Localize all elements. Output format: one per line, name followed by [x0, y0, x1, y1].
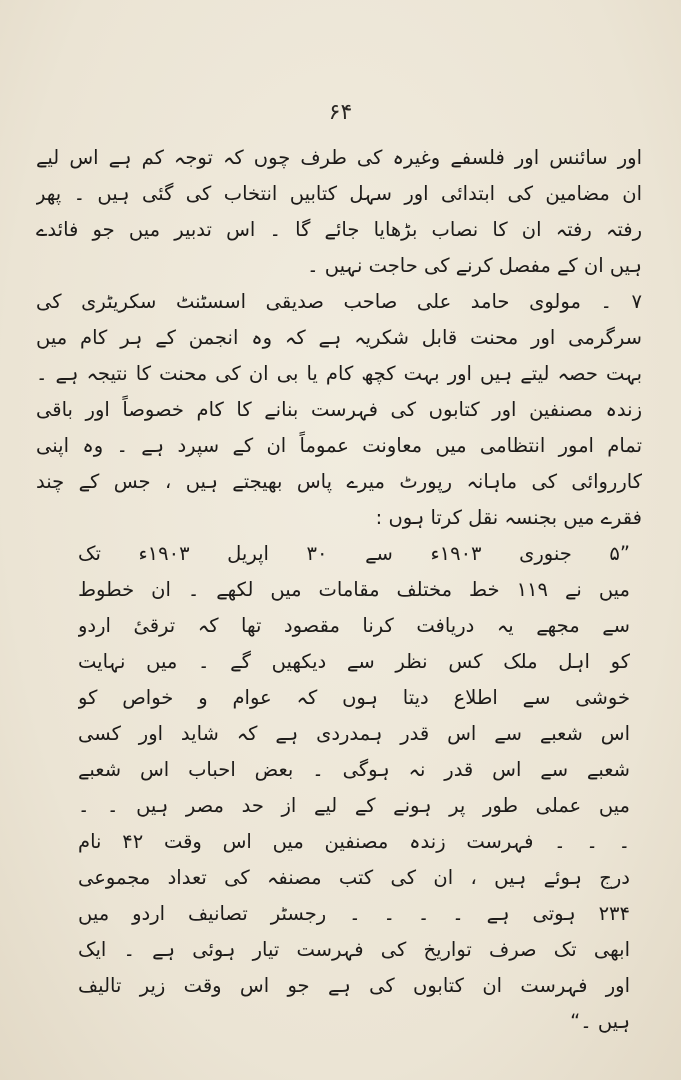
text-line: سرگرمی اور محنت قابل شکریہ ہے کہ وہ انجمن کے ہر کام میں: [36, 326, 642, 349]
paragraph-science-books: [36, 140, 642, 284]
quote-line: ۲۳۴ ہوتی ہے ۔ ۔ ۔ ۔ رجسٹر تصانیف اردو میں: [78, 902, 630, 925]
text-line: کارروائی کی ماہانہ رپورٹ میرے پاس بھیجتے ہیں ، جس کے چند: [36, 470, 642, 493]
page-body: [36, 140, 642, 1040]
text-line: رفتہ رفتہ ان کا نصاب بڑھایا جائے گا ۔ اس تدبیر میں جو فائدے: [36, 218, 642, 241]
text-line: ان مضامین کی ابتدائی اور سہل کتابیں انتخاب کی گئی ہیں ۔ پھر: [36, 182, 642, 205]
quote-line: کو اہل ملک کس نظر سے دیکھیں گے ۔ میں نہایت: [78, 650, 630, 673]
text-line: ۷ ۔ مولوی حامد علی صاحب صدیقی اسسٹنٹ سکریٹری کی: [36, 290, 642, 313]
text-line: زندہ مصنفین اور کتابوں کی فہرست بنانے کا کام خصوصاً اور باقی: [36, 398, 642, 421]
quote-line: ابھی تک صرف تواریخ کی فہرست تیار ہوئی ہے ۔ ایک: [78, 938, 630, 961]
quote-line: خوشی سے اطلاع دیتا ہوں کہ عوام و خواص کو: [78, 686, 630, 709]
quote-line: اس شعبے سے اس قدر ہمدردی ہے کہ شاید اور کسی: [78, 722, 630, 745]
text-line: فقرے میں بجنسہ نقل کرتا ہوں :: [375, 506, 642, 529]
quote-line: سے مجھے یہ دریافت کرنا مقصود تھا کہ ترقیٔ اردو: [78, 614, 630, 637]
quoted-report: [78, 536, 630, 1040]
page-number: ۶۴: [328, 100, 353, 125]
quote-line: درج ہوئے ہیں ، ان کی کتب مصنفہ کی تعداد مجموعی: [78, 866, 630, 889]
paragraph-assistant-secretary: [36, 284, 642, 536]
quote-line: ”۵ جنوری ۱۹۰۳ء سے ۳۰ اپریل ۱۹۰۳ء تک: [78, 542, 630, 565]
text-line: تمام امور انتظامی میں معاونت عموماً ان کے سپرد ہے ۔ وہ اپنی: [36, 434, 642, 457]
quote-line: ۔ ۔ ۔ فہرست زندہ مصنفین میں اس وقت ۴۲ نام: [78, 830, 630, 853]
text-line: اور سائنس اور فلسفے وغیرہ کی طرف چوں کہ توجہ کم ہے اس لیے: [36, 146, 642, 169]
quote-line: میں نے ۱۱۹ خط مختلف مقامات میں لکھے ۔ ان خطوط: [78, 578, 630, 601]
text-line: بہت حصہ لیتے ہیں اور بہت کچھ کام یا بی ان کی محنت کا نتیجہ ہے ۔: [36, 362, 642, 385]
quote-line: میں عملی طور پر ہونے کے لیے از حد مصر ہیں ۔ ۔: [78, 794, 630, 817]
quote-line: اور فہرست ان کتابوں کی ہے جو اس وقت زیر تالیف: [78, 974, 630, 997]
text-line: ہیں ان کے مفصل کرنے کی حاجت نہیں ۔: [307, 254, 642, 277]
quote-line: ہیں ۔“: [570, 1010, 630, 1033]
quote-line: شعبے سے اس قدر نہ ہوگی ۔ بعض احباب اس شعبے: [78, 758, 630, 781]
